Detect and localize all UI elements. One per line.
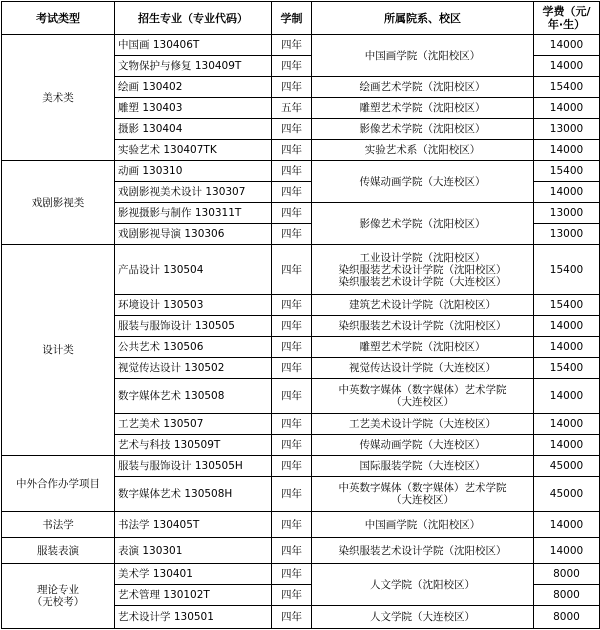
department-cell: 雕塑艺术学院（沈阳校区） (312, 337, 534, 358)
years-cell: 四年 (272, 435, 312, 456)
major-cell: 文物保护与修复 130409T (115, 56, 272, 77)
category-sino-foreign: 中外合作办学项目 (2, 456, 115, 512)
category-calligraphy: 书法学 (2, 512, 115, 538)
years-cell: 四年 (272, 245, 312, 295)
department-cell: 影像艺术学院（沈阳校区） (312, 203, 534, 245)
category-theory-title: 理论专业 (37, 584, 79, 596)
years-cell: 四年 (272, 316, 312, 337)
major-cell: 戏剧影视导演 130306 (115, 224, 272, 245)
department-line: 工业设计学院（沈阳校区） (359, 251, 486, 264)
years-cell: 四年 (272, 606, 312, 629)
category-drama: 戏剧影视类 (2, 161, 115, 245)
major-cell: 艺术与科技 130509T (115, 435, 272, 456)
fee-cell: 13000 (534, 119, 600, 140)
years-cell: 四年 (272, 295, 312, 316)
category-theory (2, 564, 115, 629)
department-line: 中英数字媒体（数字媒体）艺术学院 (338, 482, 507, 494)
fee-cell: 14000 (534, 379, 600, 414)
major-cell: 摄影 130404 (115, 119, 272, 140)
years-cell: 四年 (272, 161, 312, 182)
header-fee: 学费（元/年·生） (534, 2, 600, 35)
years-cell: 四年 (272, 379, 312, 414)
table-row (2, 564, 600, 585)
major-cell: 实验艺术 130407TK (115, 140, 272, 161)
major-cell: 绘画 130402 (115, 77, 272, 98)
years-cell: 四年 (272, 585, 312, 606)
department-cell: 染织服装艺术设计学院（沈阳校区） (312, 538, 534, 564)
major-cell: 艺术管理 130102T (115, 585, 272, 606)
table-row (2, 538, 600, 564)
department-cell (312, 245, 534, 295)
department-cell: 中国画学院（沈阳校区） (312, 35, 534, 77)
fee-cell: 15400 (534, 358, 600, 379)
department-cell: 国际服装学院（大连校区） (312, 456, 534, 477)
fee-cell: 14000 (534, 337, 600, 358)
years-cell: 四年 (272, 77, 312, 98)
header-major: 招生专业（专业代码） (115, 2, 272, 35)
department-cell: 绘画艺术学院（沈阳校区） (312, 77, 534, 98)
major-cell: 艺术设计学 130501 (115, 606, 272, 629)
fee-cell: 14000 (534, 512, 600, 538)
department-line: 染织服装艺术设计学院（大连校区） (338, 275, 507, 288)
department-cell: 工艺美术设计学院（大连校区） (312, 414, 534, 435)
fee-cell: 14000 (534, 35, 600, 56)
fee-cell: 15400 (534, 245, 600, 295)
fee-cell: 15400 (534, 295, 600, 316)
fee-cell: 14000 (534, 56, 600, 77)
header-years: 学制 (272, 2, 312, 35)
fee-cell: 15400 (534, 77, 600, 98)
department-line: （大连校区） (391, 494, 454, 506)
header-exam-type: 考试类型 (2, 2, 115, 35)
fee-cell: 14000 (534, 98, 600, 119)
years-cell: 四年 (272, 224, 312, 245)
admissions-table (1, 1, 600, 629)
major-cell: 雕塑 130403 (115, 98, 272, 119)
major-cell: 数字媒体艺术 130508 (115, 379, 272, 414)
fee-cell: 14000 (534, 414, 600, 435)
years-cell: 四年 (272, 564, 312, 585)
department-cell: 染织服装艺术设计学院（沈阳校区） (312, 316, 534, 337)
table-row (2, 161, 600, 182)
fee-cell: 8000 (534, 564, 600, 585)
department-cell: 雕塑艺术学院（沈阳校区） (312, 98, 534, 119)
fee-cell: 8000 (534, 606, 600, 629)
years-cell: 四年 (272, 56, 312, 77)
department-cell (312, 477, 534, 512)
years-cell: 四年 (272, 35, 312, 56)
major-cell: 美术学 130401 (115, 564, 272, 585)
fee-cell: 14000 (534, 140, 600, 161)
major-cell: 服装与服饰设计 130505 (115, 316, 272, 337)
department-cell: 传媒动画学院（大连校区） (312, 435, 534, 456)
department-cell: 影像艺术学院（沈阳校区） (312, 119, 534, 140)
table-row (2, 456, 600, 477)
department-cell: 中国画学院（沈阳校区） (312, 512, 534, 538)
major-cell: 产品设计 130504 (115, 245, 272, 295)
department-cell: 人文学院（沈阳校区） (312, 564, 534, 606)
major-cell: 公共艺术 130506 (115, 337, 272, 358)
department-cell: 实验艺术系（沈阳校区） (312, 140, 534, 161)
fee-cell: 14000 (534, 316, 600, 337)
department-cell (312, 379, 534, 414)
header-row (2, 2, 600, 35)
fee-cell: 45000 (534, 456, 600, 477)
major-cell: 表演 130301 (115, 538, 272, 564)
years-cell: 五年 (272, 98, 312, 119)
years-cell: 四年 (272, 512, 312, 538)
major-cell: 服装与服饰设计 130505H (115, 456, 272, 477)
years-cell: 四年 (272, 337, 312, 358)
table-row (2, 35, 600, 56)
major-cell: 书法学 130405T (115, 512, 272, 538)
category-costume-performance: 服装表演 (2, 538, 115, 564)
fee-cell: 14000 (534, 182, 600, 203)
department-cell: 视觉传达设计学院（大连校区） (312, 358, 534, 379)
major-cell: 戏剧影视美术设计 130307 (115, 182, 272, 203)
fee-cell: 15400 (534, 161, 600, 182)
years-cell: 四年 (272, 358, 312, 379)
major-cell: 动画 130310 (115, 161, 272, 182)
category-theory-note: （无校考） (31, 596, 85, 608)
major-cell: 数字媒体艺术 130508H (115, 477, 272, 512)
years-cell: 四年 (272, 182, 312, 203)
fee-cell: 45000 (534, 477, 600, 512)
fee-cell: 8000 (534, 585, 600, 606)
table-row (2, 512, 600, 538)
department-line: 染织服装艺术设计学院（沈阳校区） (338, 263, 507, 276)
department-cell: 人文学院（大连校区） (312, 606, 534, 629)
years-cell: 四年 (272, 414, 312, 435)
table-row (2, 245, 600, 295)
fee-cell: 14000 (534, 435, 600, 456)
department-line: （大连校区） (391, 396, 454, 408)
department-line: 中英数字媒体（数字媒体）艺术学院 (338, 384, 507, 396)
fee-cell: 13000 (534, 203, 600, 224)
major-cell: 视觉传达设计 130502 (115, 358, 272, 379)
years-cell: 四年 (272, 140, 312, 161)
category-design: 设计类 (2, 245, 115, 456)
department-cell: 建筑艺术设计学院（沈阳校区） (312, 295, 534, 316)
header-department: 所属院系、校区 (312, 2, 534, 35)
years-cell: 四年 (272, 477, 312, 512)
years-cell: 四年 (272, 119, 312, 140)
category-art: 美术类 (2, 35, 115, 161)
fee-cell: 13000 (534, 224, 600, 245)
department-cell: 传媒动画学院（大连校区） (312, 161, 534, 203)
major-cell: 影视摄影与制作 130311T (115, 203, 272, 224)
years-cell: 四年 (272, 538, 312, 564)
major-cell: 中国画 130406T (115, 35, 272, 56)
major-cell: 工艺美术 130507 (115, 414, 272, 435)
fee-cell: 14000 (534, 538, 600, 564)
years-cell: 四年 (272, 456, 312, 477)
years-cell: 四年 (272, 203, 312, 224)
major-cell: 环境设计 130503 (115, 295, 272, 316)
